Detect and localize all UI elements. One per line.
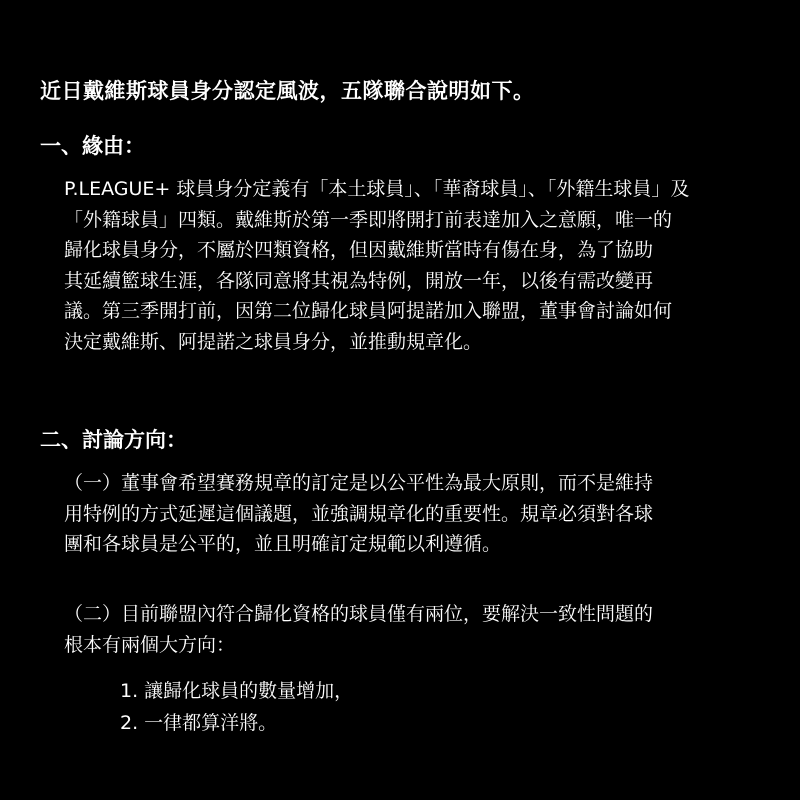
paragraph-line: （一）董事會希望賽務規章的訂定是以公平性為最大原則，而不是維持 — [64, 472, 654, 494]
section-heading-discussion: 二、討論方向： — [40, 428, 187, 452]
paragraph-line: 用特例的方式延遲這個議題，並強調規章化的重要性。規章必須對各球 — [64, 502, 654, 525]
paragraph-line: 其延續籃球生涯，各隊同意將其視為特例，開放一年，以後有需改變再 — [64, 269, 654, 292]
paragraph-line: 團和各球員是公平的，並且明確訂定規範以利遵循。 — [64, 533, 502, 556]
paragraph-line: P.LEAGUE+ 球員身分定義有「本土球員」、「華裔球員」、「外籍生球員」及 — [64, 178, 690, 200]
paragraph-line: 決定戴維斯、阿提諾之球員身分，並推動規章化。 — [64, 330, 483, 353]
paragraph-line: 歸化球員身分，不屬於四類資格，但因戴維斯當時有傷在身，為了協助 — [64, 239, 654, 262]
discussion-point-1 — [64, 468, 764, 560]
paragraph-line: （二）目前聯盟內符合歸化資格的球員僅有兩位，要解決一致性問題的 — [64, 603, 654, 625]
list-item: 1. 讓歸化球員的數量增加， — [120, 680, 354, 702]
section-heading-reason: 一、緣由： — [40, 134, 145, 158]
reason-paragraph — [64, 174, 764, 358]
paragraph-line: 「外籍球員」四類。戴維斯於第一季即將開打前表達加入之意願，唯一的 — [64, 208, 673, 231]
paragraph-line: 根本有兩個大方向： — [64, 633, 236, 656]
list-item: 2. 一律都算洋將。 — [120, 712, 278, 734]
page-title: 近日戴維斯球員身分認定風波，五隊聯合說明如下。 — [40, 79, 535, 103]
discussion-point-2 — [64, 599, 764, 660]
options-list — [120, 675, 353, 739]
paragraph-line: 議。第三季開打前，因第二位歸化球員阿提諾加入聯盟，董事會討論如何 — [64, 300, 673, 323]
